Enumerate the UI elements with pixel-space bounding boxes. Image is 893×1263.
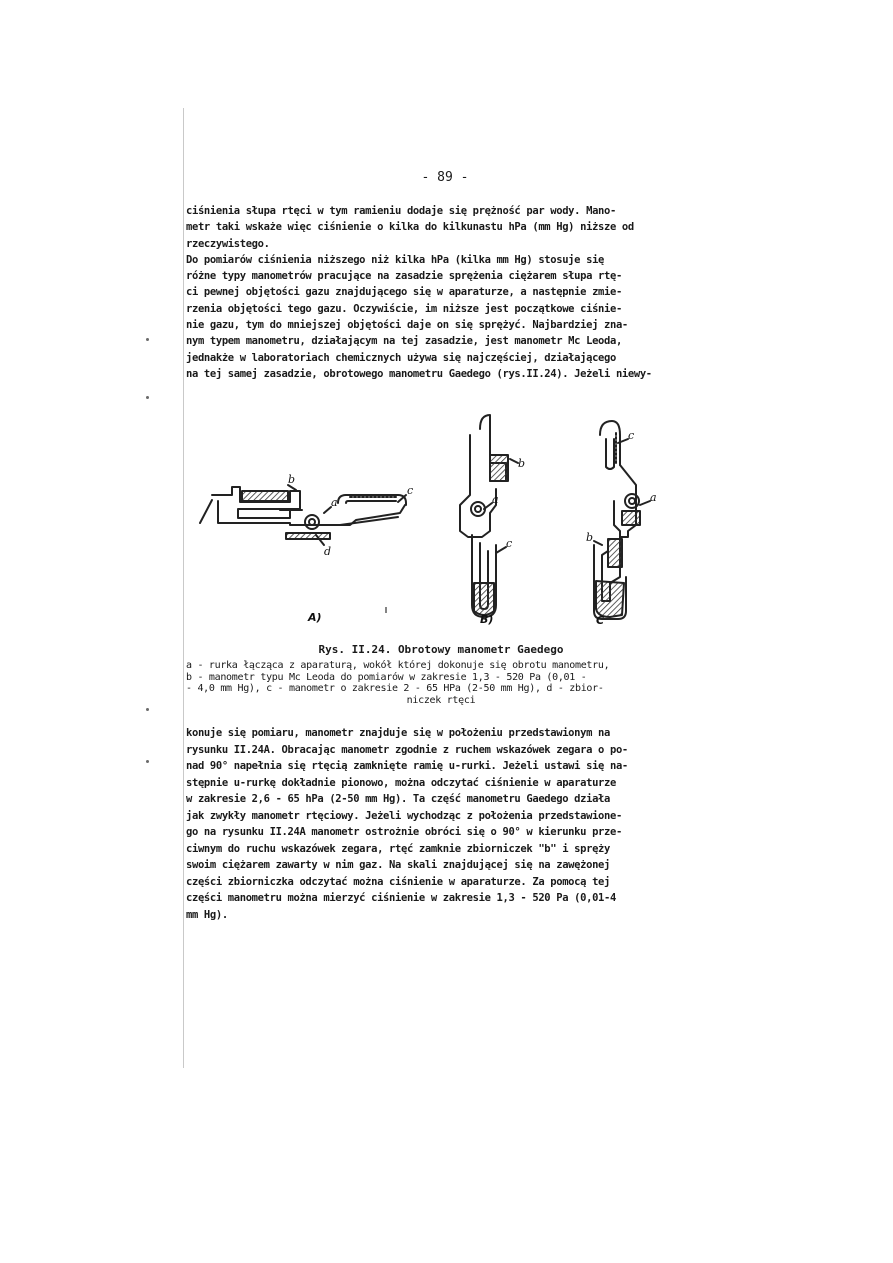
panel-label-c: C [596,614,605,627]
label-b-b: b [518,457,526,470]
text-line: ciwnym do ruchu wskazówek zegara, rtęć zamknie zbiorniczek "b" i spręży [186,842,610,855]
scan-speck [146,760,149,763]
label-b-c: c [506,537,513,550]
label-c-b: b [586,531,594,544]
text-line: w zakresie 2,6 - 65 hPa (2-50 mm Hg). Ta część manometru Gaedego działa [186,793,610,805]
text-line: jednakże w laboratoriach chemicznych używa się najczęściej, działającego [186,351,616,364]
figure-caption-title: Rys. II.24. Obrotowy manometr Gaedego [318,643,564,656]
panel-b-drawing [460,415,508,617]
text-line: go na rysunku II.24A manometr ostrożnie obróci się o 90° w kierunku prze- [186,826,622,838]
scan-margin-line [183,108,184,1068]
text-line: rysunku II.24A. Obracając manometr zgodnie z ruchem wskazówek zegara o po- [186,743,628,756]
gaede-manometer-drawing [190,405,700,635]
text-line: metr taki wskaże więc ciśnienie o kilka do kilkunastu hPa (mm Hg) niższe od [186,221,634,234]
figure-caption-legend [186,660,696,706]
text-line: części zbiorniczka odczytać można ciśnienie w aparaturze. Za pomocą tej [186,875,610,888]
text-line: swoim ciężarem zawarty w nim gaz. Na skali znajdującej się na zawężonej [186,859,610,871]
text-line: nie gazu, tym do mniejszej objętości daje on się sprężyć. Najbardziej zna- [186,319,628,332]
panel-a-drawing [200,487,406,539]
text-line: ci pewnej objętości gazu znajdującego się w aparaturze, a następnie zmie- [186,286,622,299]
text-line: stępnie u-rurkę dokładnie pionowo, można odczytać ciśnienie w aparaturze [186,776,616,789]
paragraph-top [186,203,696,382]
label-c-c: c [628,429,635,442]
text-line: części manometru można mierzyć ciśnienie w zakresie 1,3 - 520 Pa (0,01-4 [186,892,616,904]
label-a-d: d [324,545,332,558]
text-line: jak zwykły manometr rtęciowy. Jeżeli wychodząc z położenia przedstawione- [186,809,622,822]
label-a-c: c [407,484,414,497]
text-line: rzenia objętości tego gazu. Oczywiście, im niższe jest początkowe ciśnie- [186,302,622,315]
caption-line: niczek rtęci [406,694,476,706]
text-line: na tej samej zasadzie, obrotowego manometru Gaedego (rys.II.24). Jeżeli niewy- [186,367,652,380]
paragraph-bottom [186,725,696,923]
text-line: nad 90° napełnia się rtęcią zamknięte ramię u-rurki. Jeżeli ustawi się na- [186,760,628,772]
manometer-figure [190,405,700,635]
text-line: nym typem manometru, działającym na tej zasadzie, jest manometr Mc Leoda, [186,335,622,348]
text-line: ciśnienia słupa rtęci w tym ramieniu dodaje się prężność par wody. Mano- [186,205,616,217]
text-line: konuje się pomiaru, manometr znajduje się w położeniu przedstawionym na [186,727,610,739]
scan-speck [146,396,149,399]
label-c-a: a [650,491,657,504]
text-line: różne typy manometrów pracujące na zasadzie sprężenia ciężarem słupa rtę- [186,270,622,283]
caption-line: a - rurka łącząca z aparaturą, wokół której dokonuje się obrotu manometru, [186,660,610,671]
scan-speck [146,708,149,711]
scan-speck [146,338,149,341]
text-line: mm Hg). [186,908,228,921]
text-line: rzeczywistego. [186,237,270,250]
page-number: - 89 - [421,170,469,185]
panel-label-b: B) [480,613,494,626]
panel-label-a: A) [308,611,322,624]
text-line: Do pomiarów ciśnienia niższego niż kilka hPa (kilka mm Hg) stosuje się [186,253,605,266]
caption-line: b - manometr typu Mc Leoda do pomiarów w zakresie 1,3 - 520 Pa (0,01 - [186,671,587,683]
label-a-b: b [288,473,296,486]
caption-line: - 4,0 mm Hg), c - manometr o zakresie 2 - 65 HPa (2-50 mm Hg), d - zbior- [186,683,604,694]
label-b-a: a [492,493,499,506]
label-a-a: a [331,496,338,509]
panel-c-drawing [594,421,640,619]
